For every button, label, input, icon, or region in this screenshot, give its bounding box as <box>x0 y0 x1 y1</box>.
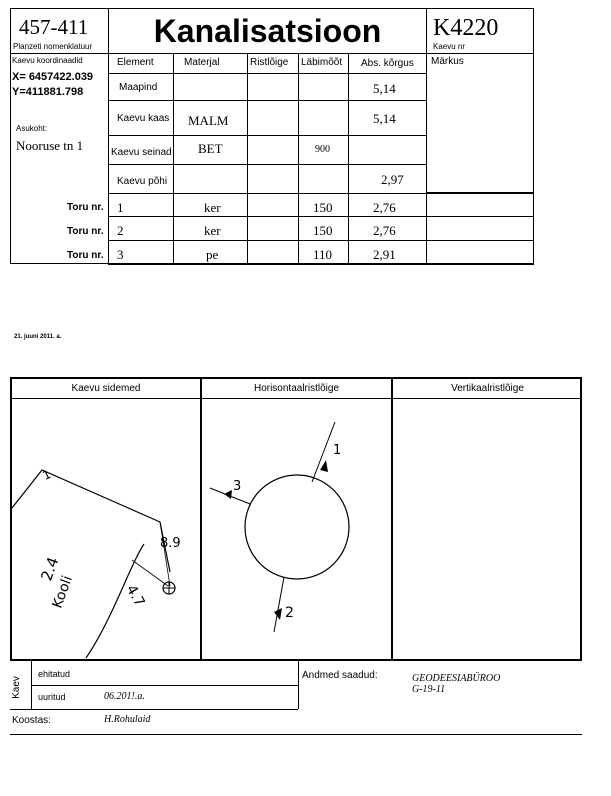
coords-caption: Kaevu koordinaadid <box>12 56 83 65</box>
pipe-height-cell <box>348 216 427 241</box>
pipe-height-cell <box>348 240 427 265</box>
horizontal-section-sketch <box>202 400 391 660</box>
panel-title-vertical: Vertikaalristlõige <box>451 383 524 394</box>
pipe-remark-cell <box>426 216 534 241</box>
data-source-value: GEODEESIABÜROO <box>412 673 501 684</box>
author-label: Koostas: <box>12 715 51 726</box>
pipe-cross-cell <box>247 240 299 265</box>
pipe-nr: 1 <box>117 200 124 215</box>
location-value: Nooruse tn 1 <box>16 138 84 153</box>
pipe-remark-cell <box>426 193 534 217</box>
footer-final-line <box>10 734 582 735</box>
pipe-arrow <box>320 460 328 472</box>
row-diameter-cell <box>298 164 349 194</box>
well-caption: Kaevu nr <box>433 42 466 51</box>
row-material-cell <box>173 100 248 136</box>
row-height-cell <box>348 100 427 136</box>
col-element-label: Element <box>117 57 154 68</box>
data-source-code: G-19-11 <box>412 684 446 695</box>
col-cross-label: Ristlõige <box>250 57 289 68</box>
row-material-cell <box>173 164 248 194</box>
sketch-building-number: 1 <box>40 467 54 483</box>
sketch-distance-c: 4.7 <box>122 582 148 610</box>
pipe-diameter-cell <box>298 240 349 265</box>
pipe-diameter: 150 <box>313 200 333 215</box>
pipe-diameter-cell <box>298 216 349 241</box>
sketch-header-line <box>10 398 582 399</box>
pipe-label: Toru nr. <box>67 226 104 237</box>
built-label: ehitatud <box>38 669 71 679</box>
pipe-height: 2,76 <box>373 223 396 238</box>
pipe-nr-cell <box>108 240 174 265</box>
sheet-number-box <box>10 8 109 54</box>
table-row <box>108 164 174 194</box>
pipe-label: Toru nr. <box>67 250 104 261</box>
row-diameter-cell <box>298 73 349 101</box>
well-id-box <box>426 8 534 54</box>
location-caption: Asukoht: <box>16 124 48 133</box>
row-cross-cell <box>247 73 299 101</box>
footer-divider <box>298 659 299 709</box>
row-material: BET <box>198 141 223 156</box>
col-element <box>108 53 174 74</box>
data-source-label: Andmed saadud: <box>302 670 378 681</box>
pipe-line <box>274 577 284 632</box>
col-diameter <box>298 53 349 74</box>
pipe-height: 2,91 <box>373 247 396 262</box>
row-element: Kaevu kaas <box>117 113 170 124</box>
pipe-label-3: 3 <box>233 479 242 494</box>
footer-side-label: Kaev <box>10 676 22 699</box>
tie-line <box>132 560 168 586</box>
row-cross-cell <box>247 135 299 165</box>
row-cross-cell <box>247 100 299 136</box>
surveyed-value: 06.201!.a. <box>104 691 145 702</box>
pipe-nr: 2 <box>117 223 124 238</box>
pipe-height: 2,76 <box>373 200 396 215</box>
well-ties-sketch <box>12 400 200 660</box>
row-element: Maapind <box>119 82 158 93</box>
col-material-label: Materjal <box>184 57 220 68</box>
row-material: MALM <box>188 113 229 128</box>
col-height-label: Abs. kõrgus <box>361 58 414 69</box>
pipe-material-cell <box>173 240 248 265</box>
row-diameter: 900 <box>315 144 330 155</box>
table-row <box>108 135 174 165</box>
sketch-street-name: Kooli <box>49 573 76 611</box>
col-remark-label: Märkus <box>431 56 464 67</box>
surveyed-label: uuritud <box>38 692 66 702</box>
sketch-divider-2 <box>391 377 393 660</box>
pipe-nr: 3 <box>117 247 124 262</box>
pipe-nr-cell <box>108 216 174 241</box>
table-row <box>108 100 174 136</box>
pipe-diameter: 110 <box>313 247 333 262</box>
document-date: 21. juuni 2011. a. <box>14 334 62 340</box>
well-id: K4220 <box>433 15 499 41</box>
col-height <box>348 53 427 74</box>
pipe-material: pe <box>206 247 219 262</box>
well-circle <box>245 475 349 579</box>
pipe-remark-cell <box>426 240 534 265</box>
pipe-label-1: 1 <box>333 443 342 458</box>
row-material-cell <box>173 73 248 101</box>
row-height: 5,14 <box>373 81 396 96</box>
pipe-line <box>312 422 335 482</box>
tie-line <box>160 522 170 586</box>
row-diameter-cell <box>298 135 349 165</box>
sheet-caption: Planzeti nomenklatuur <box>13 42 93 51</box>
coordinates-block <box>10 53 109 193</box>
row-cross-cell <box>247 164 299 194</box>
pipe-diameter-cell <box>298 193 349 217</box>
footer-top-line <box>10 659 582 661</box>
pipe-material-cell <box>173 193 248 217</box>
pipe-material: ker <box>204 223 221 238</box>
pipe-cross-cell <box>247 193 299 217</box>
sheet-number: 457-411 <box>19 15 89 39</box>
table-row <box>108 73 174 101</box>
coord-x: X= 6457422.039 <box>12 71 94 83</box>
sketch-distance-a: 2.4 <box>37 554 63 584</box>
row-element: Kaevu seinad <box>111 147 172 158</box>
title-box <box>108 8 427 54</box>
sketch-distance-b: 8.9 <box>160 536 181 551</box>
pipe-height-cell <box>348 193 427 217</box>
pipe-nr-cell <box>108 193 174 217</box>
pipe-cross-cell <box>247 216 299 241</box>
col-remark <box>426 53 534 193</box>
row-height-cell <box>348 164 427 194</box>
row-element: Kaevu põhi <box>117 176 168 187</box>
row-height: 2,97 <box>381 172 404 187</box>
col-cross <box>247 53 299 74</box>
panel-title-horizontal: Horisontaalristlõige <box>253 383 340 394</box>
pipe-material: ker <box>204 200 221 215</box>
row-height-cell <box>348 73 427 101</box>
building-outline <box>12 470 170 572</box>
footer-bottom-line <box>10 709 298 710</box>
page-title: Kanalisatsioon <box>153 13 382 49</box>
pipe-diameter: 150 <box>313 223 333 238</box>
pipe-arrow <box>224 490 232 499</box>
row-height-cell <box>348 135 427 165</box>
coord-y: Y=411881.798 <box>12 86 84 98</box>
row-material-cell <box>173 135 248 165</box>
author-value: H.Rohulaid <box>104 714 151 725</box>
col-material <box>173 53 248 74</box>
col-diameter-label: Läbimõõt <box>301 57 343 68</box>
pipe-label-2: 2 <box>285 605 294 621</box>
row-height: 5,14 <box>373 111 396 126</box>
pipe-label: Toru nr. <box>67 202 104 213</box>
row-diameter-cell <box>298 100 349 136</box>
footer-row-line <box>32 685 298 686</box>
panel-title-ties: Kaevu sidemed <box>71 383 141 394</box>
pipe-material-cell <box>173 216 248 241</box>
